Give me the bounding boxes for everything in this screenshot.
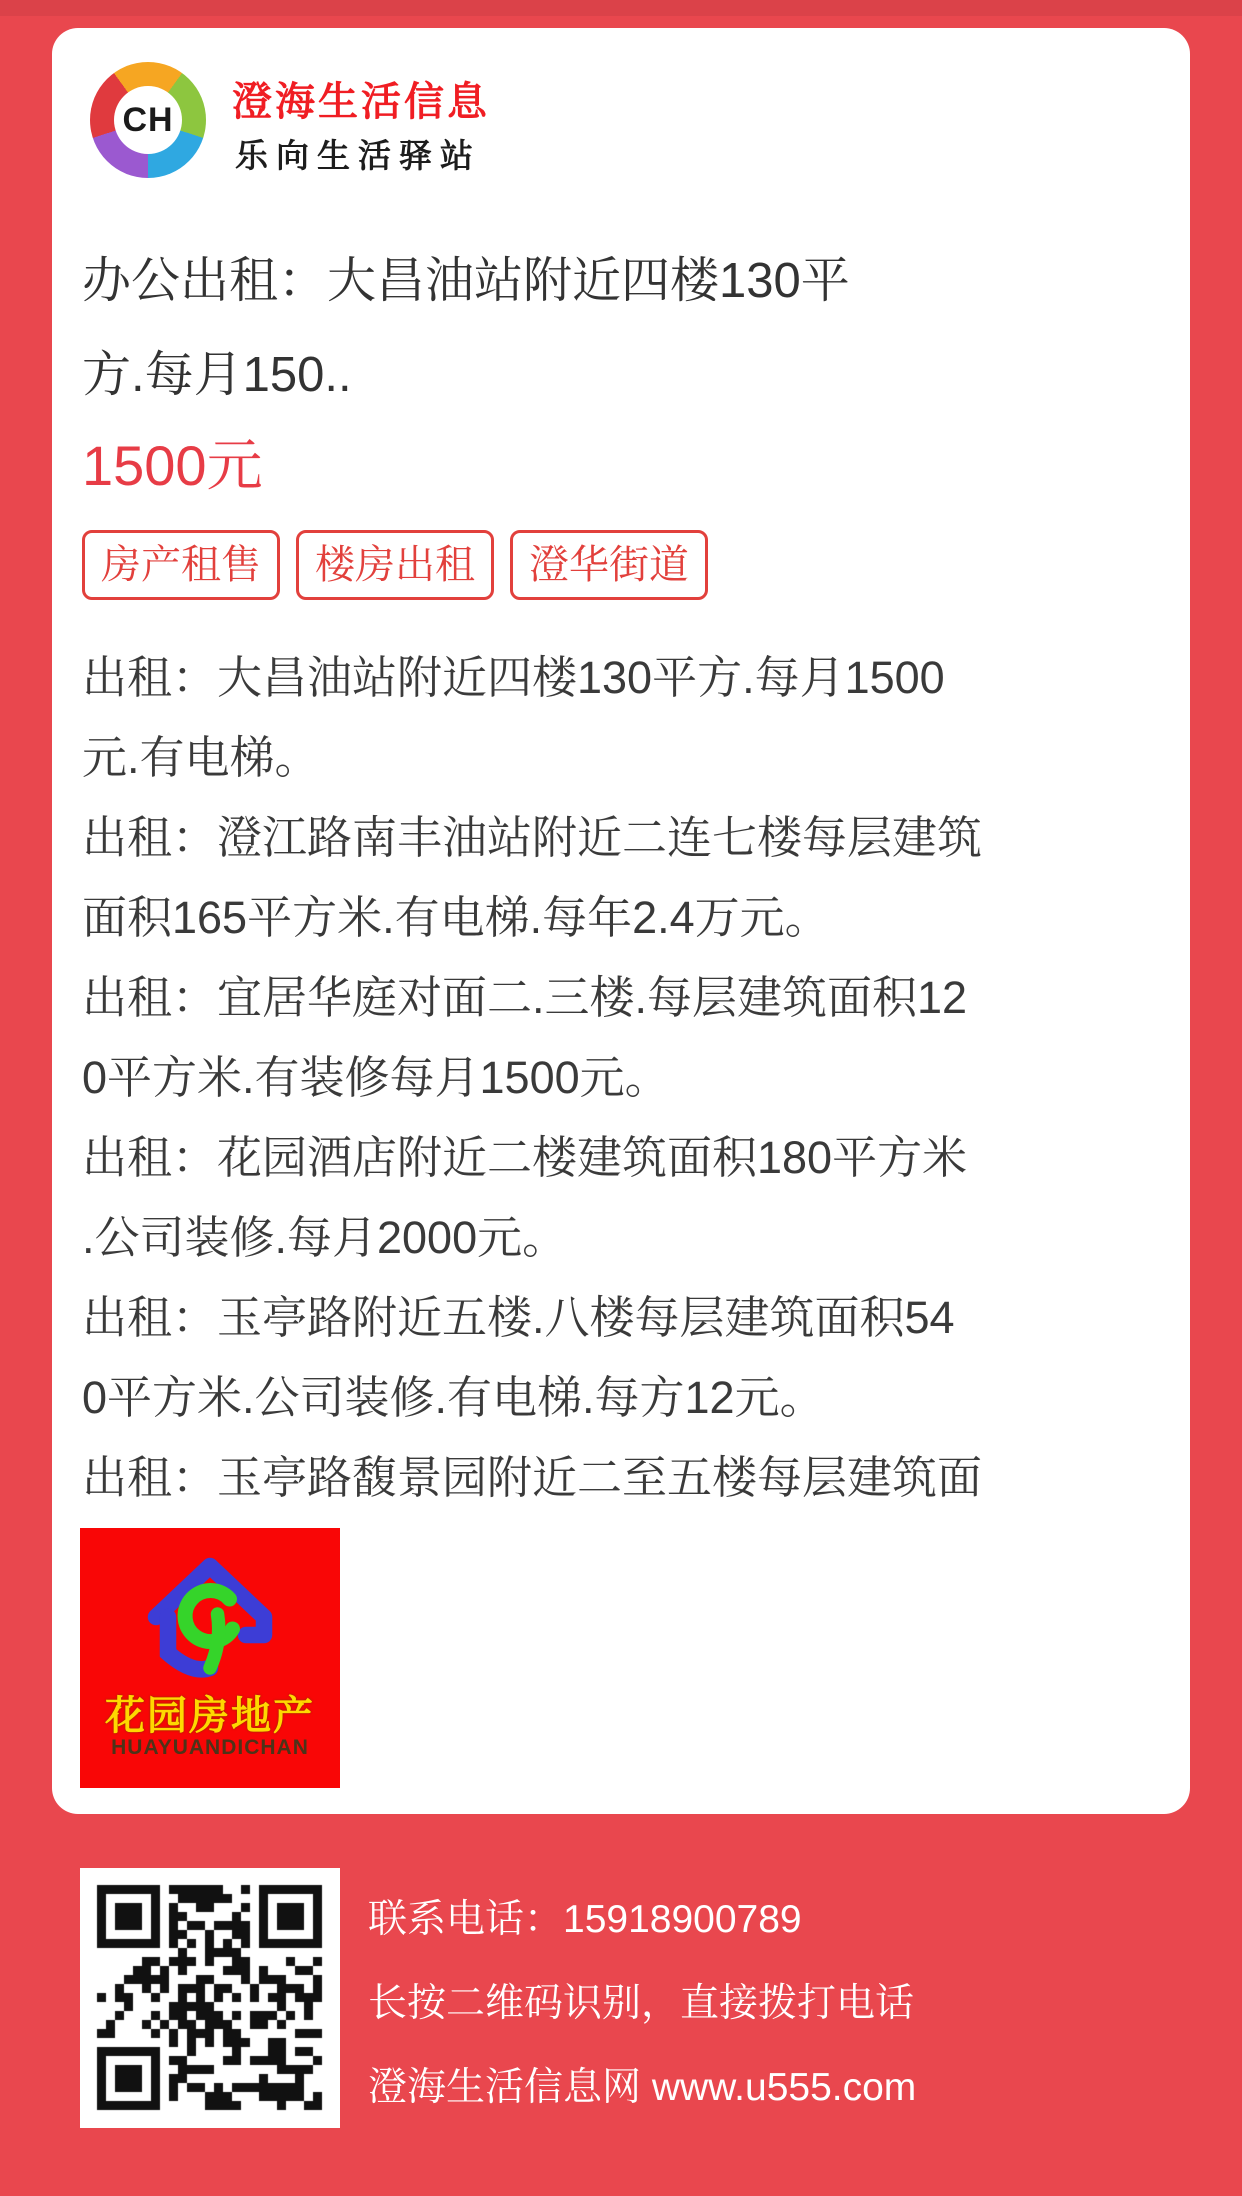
- tag-district[interactable]: 澄华街道: [510, 530, 708, 600]
- brand-name: 澄海生活信息: [232, 80, 490, 124]
- description-line: 面积165平方米.有电梯.每年2.4万元。: [82, 892, 830, 943]
- description-line: .公司装修.每月2000元。: [82, 1212, 568, 1263]
- description-line: 0平方米.公司装修.有电梯.每方12元。: [82, 1372, 825, 1423]
- description-line: 出租：玉亭路附近五楼.八楼每层建筑面积54: [82, 1292, 955, 1343]
- description-line: 元.有电梯。: [82, 732, 320, 783]
- brand-monogram: CH: [114, 86, 182, 154]
- agency-house-icon: [135, 1542, 285, 1692]
- qr-code-pattern: [94, 1882, 326, 2114]
- brand-pinwheel-logo-icon: [90, 62, 206, 178]
- description-line: 出租：大昌油站附近四楼130平方.每月1500: [82, 652, 945, 703]
- listing-card: [52, 28, 1190, 1814]
- description-line: 0平方米.有装修每月1500元。: [82, 1052, 670, 1103]
- description-line: 出租：玉亭路馥景园附近二至五楼每层建筑面: [82, 1452, 983, 1503]
- tag-row: [82, 530, 708, 600]
- brand-tagline: 乐向生活驿站: [235, 137, 481, 174]
- tag-category[interactable]: 房产租售: [82, 530, 280, 600]
- qr-hint: 长按二维码识别，直接拨打电话: [368, 1982, 915, 2025]
- description-line: 出租：澄江路南丰油站附近二连七楼每层建筑: [82, 812, 983, 863]
- price-label: 1500元: [82, 434, 263, 497]
- agency-name: 花园房地产: [105, 1694, 315, 1738]
- site-link[interactable]: 澄海生活信息网 www.u555.com: [368, 2066, 917, 2109]
- tag-subcategory[interactable]: 楼房出租: [296, 530, 494, 600]
- agency-name-latin: HUAYUANDICHAN: [111, 1736, 309, 1759]
- status-bar-shade: [0, 0, 1242, 16]
- description-line: 出租：花园酒店附近二楼建筑面积180平方米: [82, 1132, 968, 1183]
- listing-title: [82, 234, 1162, 422]
- phone-number[interactable]: 联系电话：15918900789: [368, 1898, 802, 1941]
- listing-description: [82, 638, 1168, 1518]
- listing-title-line: 办公出租：大昌油站附近四楼130平: [82, 254, 850, 308]
- footer-contact: [368, 1878, 916, 2130]
- qr-code[interactable]: [80, 1868, 340, 2128]
- listing-title-line: 方.每月150..: [82, 348, 352, 402]
- agency-logo: [80, 1528, 340, 1788]
- description-line: 出租：宜居华庭对面二.三楼.每层建筑面积12: [82, 972, 968, 1023]
